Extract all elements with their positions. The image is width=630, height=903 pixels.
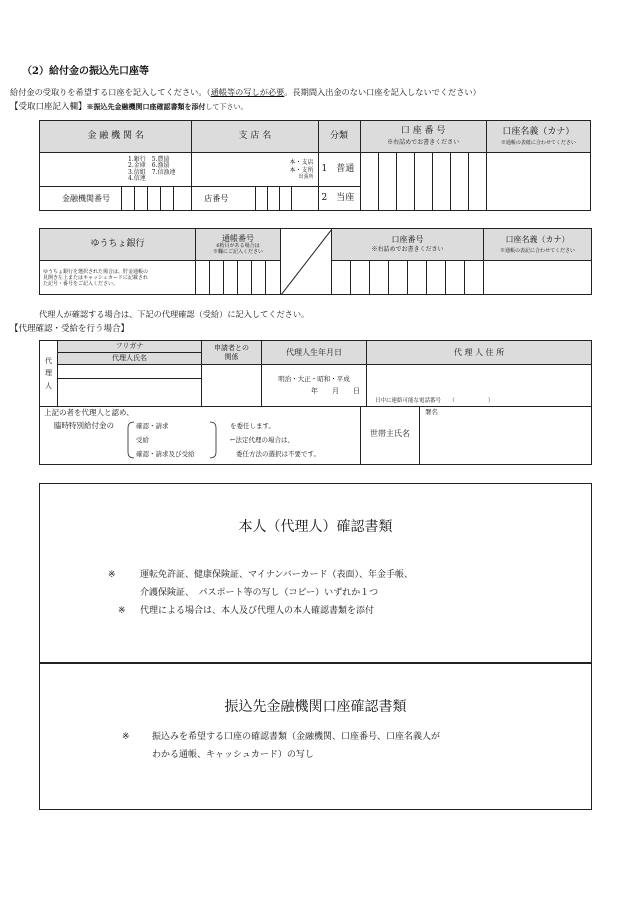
head-name-cell <box>360 406 420 464</box>
col-account-title: 口 座 番 号 <box>400 126 446 137</box>
bank-code-digit-4[interactable] <box>161 187 174 211</box>
side-char: 人 <box>45 381 52 390</box>
branch-code-digit-3[interactable] <box>280 187 292 211</box>
branch-type-row: 出張所 <box>298 173 314 180</box>
yucho-holder-title: 口座名義（カナ） <box>505 235 570 245</box>
passbook-digit-6[interactable] <box>266 261 281 295</box>
account-digit-7[interactable] <box>468 153 486 211</box>
bank-type-row: 1.銀行 5.農協 <box>128 155 170 163</box>
option-confirm-request[interactable]: 確認・請求 <box>136 422 169 430</box>
head-name-label: 世帯主氏名 <box>370 429 410 438</box>
delegate-line-2: 臨時特別給付金の <box>54 421 114 430</box>
passbook-digit-5[interactable] <box>252 261 266 295</box>
branch-code-digit-1[interactable] <box>256 187 268 211</box>
phone-label: 日中に連絡可能な電話番号 （ ） <box>375 398 494 405</box>
yucho-account-digit-5[interactable] <box>408 261 427 295</box>
bank-code-digit-1[interactable] <box>122 187 135 211</box>
delegate-line-1: 上記の者を代理人と認め、 <box>44 408 134 417</box>
branch-type-row: 本・支店 <box>289 159 314 167</box>
bank-name-cell[interactable] <box>40 153 192 187</box>
side-char: 代 <box>45 356 52 365</box>
delegation-area <box>39 406 592 465</box>
relation-line-1: 申請者との <box>214 344 249 353</box>
account-digit-3[interactable] <box>396 153 414 211</box>
note-mark: ※ <box>108 570 116 580</box>
passbook-header <box>196 229 281 261</box>
diagonal-cell <box>281 229 332 295</box>
yucho-note-line: 見開き左上またはキャッシュカードに記載され <box>43 274 148 281</box>
birth-ymd: 年 月 日 <box>311 386 360 395</box>
passbook-sub-1: 6桁目がある場合は <box>216 243 260 250</box>
col-account-header <box>360 121 486 153</box>
id-doc-line-2: 介護保険証、 パスポート等の写し（コピー）いずれか１つ <box>140 588 379 598</box>
branch-code-label: 店番号 <box>192 187 256 211</box>
id-doc-line-3: 代理による場合は、本人及び代理人の本人確認書類を添付 <box>140 606 375 616</box>
yucho-note-line: ゆうちょ銀行を選択された場合は、貯金通帳の <box>43 268 149 275</box>
relation-line-2: 関係 <box>224 352 239 361</box>
passbook-digit-4[interactable] <box>238 261 252 295</box>
option-confirm-request-receive[interactable]: 確認・請求及び受給 <box>136 450 195 458</box>
bank-code-spacer <box>174 187 192 211</box>
branch-type-list <box>192 159 317 179</box>
yucho-account-digit-8[interactable] <box>465 261 484 295</box>
note-mark: ※ <box>118 606 126 616</box>
intro-part1: 給付金の受取りを希望する口座を記入してください。（ <box>10 87 211 97</box>
col-account-sub: ※右詰めでお書きください <box>387 138 460 146</box>
legal-note-1: ←法定代理の場合は、 <box>230 436 294 444</box>
bank-documents-box <box>39 663 592 810</box>
col-holder-sub: ※通帳の表紙に合わせてください <box>500 140 576 147</box>
col-branch-header: 支 店 名 <box>192 121 318 153</box>
receiving-heading-line <box>10 102 248 112</box>
diagonal-line-icon <box>281 229 332 295</box>
branch-code-spacer <box>292 187 318 211</box>
yucho-account-digit-1[interactable] <box>332 261 351 295</box>
yucho-holder-header <box>484 229 592 261</box>
birth-eras: 明治・大正・昭和・平成 <box>278 375 350 384</box>
account-holder-field[interactable] <box>486 153 590 211</box>
yucho-account-digit-3[interactable] <box>370 261 389 295</box>
receiving-heading: 【受取口座記入欄】 <box>10 102 87 112</box>
account-digit-6[interactable] <box>450 153 468 211</box>
agent-table <box>39 340 592 407</box>
yucho-account-sub: ※右詰めでお書きください <box>371 246 444 254</box>
yucho-account-header <box>332 229 484 261</box>
yucho-account-digit-4[interactable] <box>389 261 408 295</box>
account-digit-2[interactable] <box>378 153 396 211</box>
bank-account-table <box>39 120 591 211</box>
agent-name-header: 代理人氏名 <box>58 353 202 365</box>
legal-note-2: 委任方法の選択は不要です。 <box>236 450 320 458</box>
branch-name-cell[interactable] <box>192 153 318 187</box>
bank-documents-title: 振込先金融機関口座確認書類 <box>224 699 407 715</box>
bank-type-row: 2.金庫 6.漁協 <box>128 162 170 170</box>
intro-underlined: 通帳等の写しが必要 <box>210 87 285 97</box>
section-title: （2）給付金の振込先口座等 <box>22 66 149 77</box>
address-header: 代 理 人 住 所 <box>367 341 592 365</box>
id-documents-box <box>39 483 592 663</box>
passbook-digit-3[interactable] <box>224 261 238 295</box>
passbook-digit-1[interactable] <box>196 261 210 295</box>
bank-type-list <box>40 157 191 182</box>
signature-label: 署名 <box>425 408 438 416</box>
passbook-title: 通帳番号 <box>222 233 254 243</box>
yucho-account-digit-6[interactable] <box>427 261 446 295</box>
yucho-note-cell <box>40 261 196 295</box>
account-digit-1[interactable] <box>360 153 378 211</box>
bank-code-digit-3[interactable] <box>148 187 161 211</box>
agent-side-label <box>40 341 58 407</box>
receiving-note-rest: して下さい。 <box>205 103 248 111</box>
side-char: 理 <box>45 369 52 378</box>
agent-heading: 【代理確認・受給を行う場合】 <box>10 324 130 334</box>
col-bank-header: 金 融 機 関 名 <box>40 121 192 153</box>
account-digit-5[interactable] <box>432 153 450 211</box>
note-mark: ※ <box>122 732 130 742</box>
branch-code-digit-2[interactable] <box>268 187 280 211</box>
bank-doc-line-1: 振込みを希望する口座の確認書類（金融機関、口座番号、口座名義人が <box>152 732 441 742</box>
yucho-holder-sub: ※通帳の表記に合わせてください <box>500 247 576 254</box>
col-type-header: 分類 <box>318 121 360 153</box>
yucho-note-line: た記号・番号をご記入ください。 <box>43 280 119 287</box>
yucho-account-digit-2[interactable] <box>351 261 370 295</box>
furigana-header: フリガナ <box>58 341 202 353</box>
bank-code-label: 金融機関番号 <box>40 187 122 211</box>
type-current-option[interactable]: 2 当座 <box>318 187 360 211</box>
type-ordinary-option[interactable]: 1 普通 <box>318 153 360 187</box>
yucho-name-header: ゆうちょ銀行 <box>40 229 196 261</box>
relation-field[interactable] <box>202 365 262 407</box>
bank-doc-line-2: わかる通帳、キャッシュカード）の写し <box>152 750 314 760</box>
option-receive[interactable]: 受給 <box>136 436 149 444</box>
furigana-field[interactable] <box>58 365 202 379</box>
yucho-account-digit-7[interactable] <box>446 261 465 295</box>
bank-code-digit-2[interactable] <box>135 187 148 211</box>
signature-field[interactable] <box>419 406 591 464</box>
id-doc-line-1: 運転免許証、健康保険証、マイナンバーカード（表面）、年金手帳、 <box>140 570 414 580</box>
passbook-sub-2: ※欄にご記入ください <box>213 249 264 256</box>
yucho-account-title: 口座番号 <box>391 234 424 244</box>
yucho-holder-field[interactable] <box>484 261 592 295</box>
birth-field[interactable] <box>262 365 367 407</box>
branch-type-row: 本・支所 <box>289 166 314 174</box>
col-holder-header <box>486 121 590 153</box>
bank-type-row: 3.信組 7.信漁連 <box>128 168 176 176</box>
agent-name-field[interactable] <box>58 379 202 407</box>
passbook-digit-2[interactable] <box>210 261 224 295</box>
account-digit-4[interactable] <box>414 153 432 211</box>
entrust-text: を委任します。 <box>230 422 275 430</box>
agent-intro: 代理人が確認する場合は、下記の代理確認（受給）に記入してください。 <box>39 309 310 319</box>
intro-text <box>10 88 481 98</box>
col-holder-title: 口座名義（カナ） <box>502 126 575 137</box>
yucho-account-table <box>39 228 592 295</box>
relation-header <box>202 341 262 365</box>
id-documents-title: 本人（代理人）確認書類 <box>238 519 393 535</box>
address-field[interactable] <box>367 365 592 407</box>
bank-type-row: 4.信連 <box>128 174 146 182</box>
birth-header: 代理人生年月日 <box>262 341 367 365</box>
receiving-note-bold: ※振込先金融機関口座確認書類を添付 <box>86 102 206 111</box>
intro-part2: 。長期間入出金のない口座を記入しないでください） <box>284 87 481 97</box>
